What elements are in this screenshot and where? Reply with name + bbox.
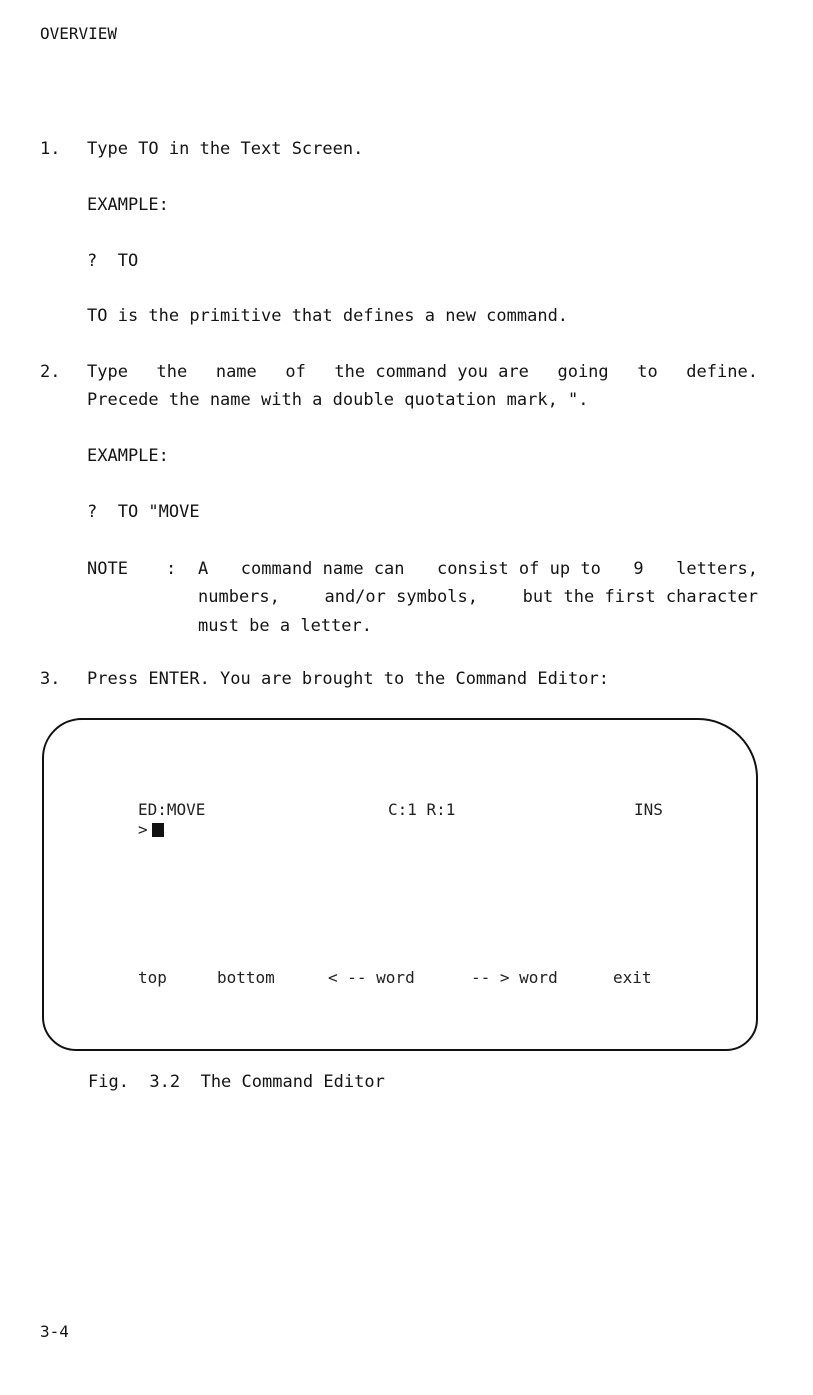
text-cursor <box>152 823 164 837</box>
note-fragment: numbers, <box>198 587 280 607</box>
word: of <box>285 362 306 382</box>
word: the command you are <box>334 362 529 382</box>
step-2-example: ? TO "MOVE <box>87 502 200 522</box>
figure-caption: Fig. 3.2 The Command Editor <box>88 1072 385 1092</box>
menu-word-left: < -- word <box>328 968 415 987</box>
editor-prompt-line <box>138 820 164 839</box>
note-fragment: 9 <box>633 559 644 579</box>
note-fragment: consist of up to <box>437 559 601 579</box>
menu-exit: exit <box>613 968 652 987</box>
note-fragment: but the first character <box>522 587 758 607</box>
note-fragment: A <box>198 559 209 579</box>
note-fragment: letters, <box>676 559 758 579</box>
word: going <box>557 362 609 382</box>
step-2-text-line-2: Precede the name with a double quotation mark, ". <box>87 390 589 410</box>
editor-title: ED:MOVE <box>138 800 206 819</box>
note-fragment: command name can <box>240 559 405 579</box>
word: to <box>637 362 658 382</box>
step-1-text: Type TO in the Text Screen. <box>87 139 364 159</box>
note-label: NOTE <box>87 559 128 579</box>
step-1-number: 1. <box>40 139 61 159</box>
editor-mode: INS <box>634 800 663 819</box>
step-3-number: 3. <box>40 669 61 689</box>
step-2-example-label: EXAMPLE: <box>87 446 169 466</box>
menu-top: top <box>138 968 167 987</box>
editor-position: C:1 R:1 <box>388 800 456 819</box>
page-number: 3-4 <box>40 1322 69 1341</box>
note-line-3: must be a letter. <box>198 616 372 636</box>
step-3-text: Press ENTER. You are brought to the Command Editor: <box>87 669 609 689</box>
menu-word-right: -- > word <box>471 968 558 987</box>
step-1-example: ? TO <box>87 251 139 271</box>
step-1-description: TO is the primitive that defines a new command. <box>87 306 569 326</box>
command-editor-screen <box>42 718 758 1051</box>
word: Type <box>87 362 128 382</box>
editor-prompt: > <box>138 820 148 839</box>
word: define. <box>686 362 758 382</box>
note-line-2 <box>198 587 758 607</box>
note-line-1 <box>198 559 758 579</box>
step-2-text-line-1 <box>87 362 758 382</box>
word: name <box>215 362 257 382</box>
page-header: OVERVIEW <box>40 24 118 43</box>
step-2-number: 2. <box>40 362 61 382</box>
step-1-example-label: EXAMPLE: <box>87 195 169 215</box>
note-fragment: and/or symbols, <box>324 587 478 607</box>
note-colon: : <box>166 559 177 579</box>
menu-bottom: bottom <box>217 968 275 987</box>
word: the <box>156 362 188 382</box>
